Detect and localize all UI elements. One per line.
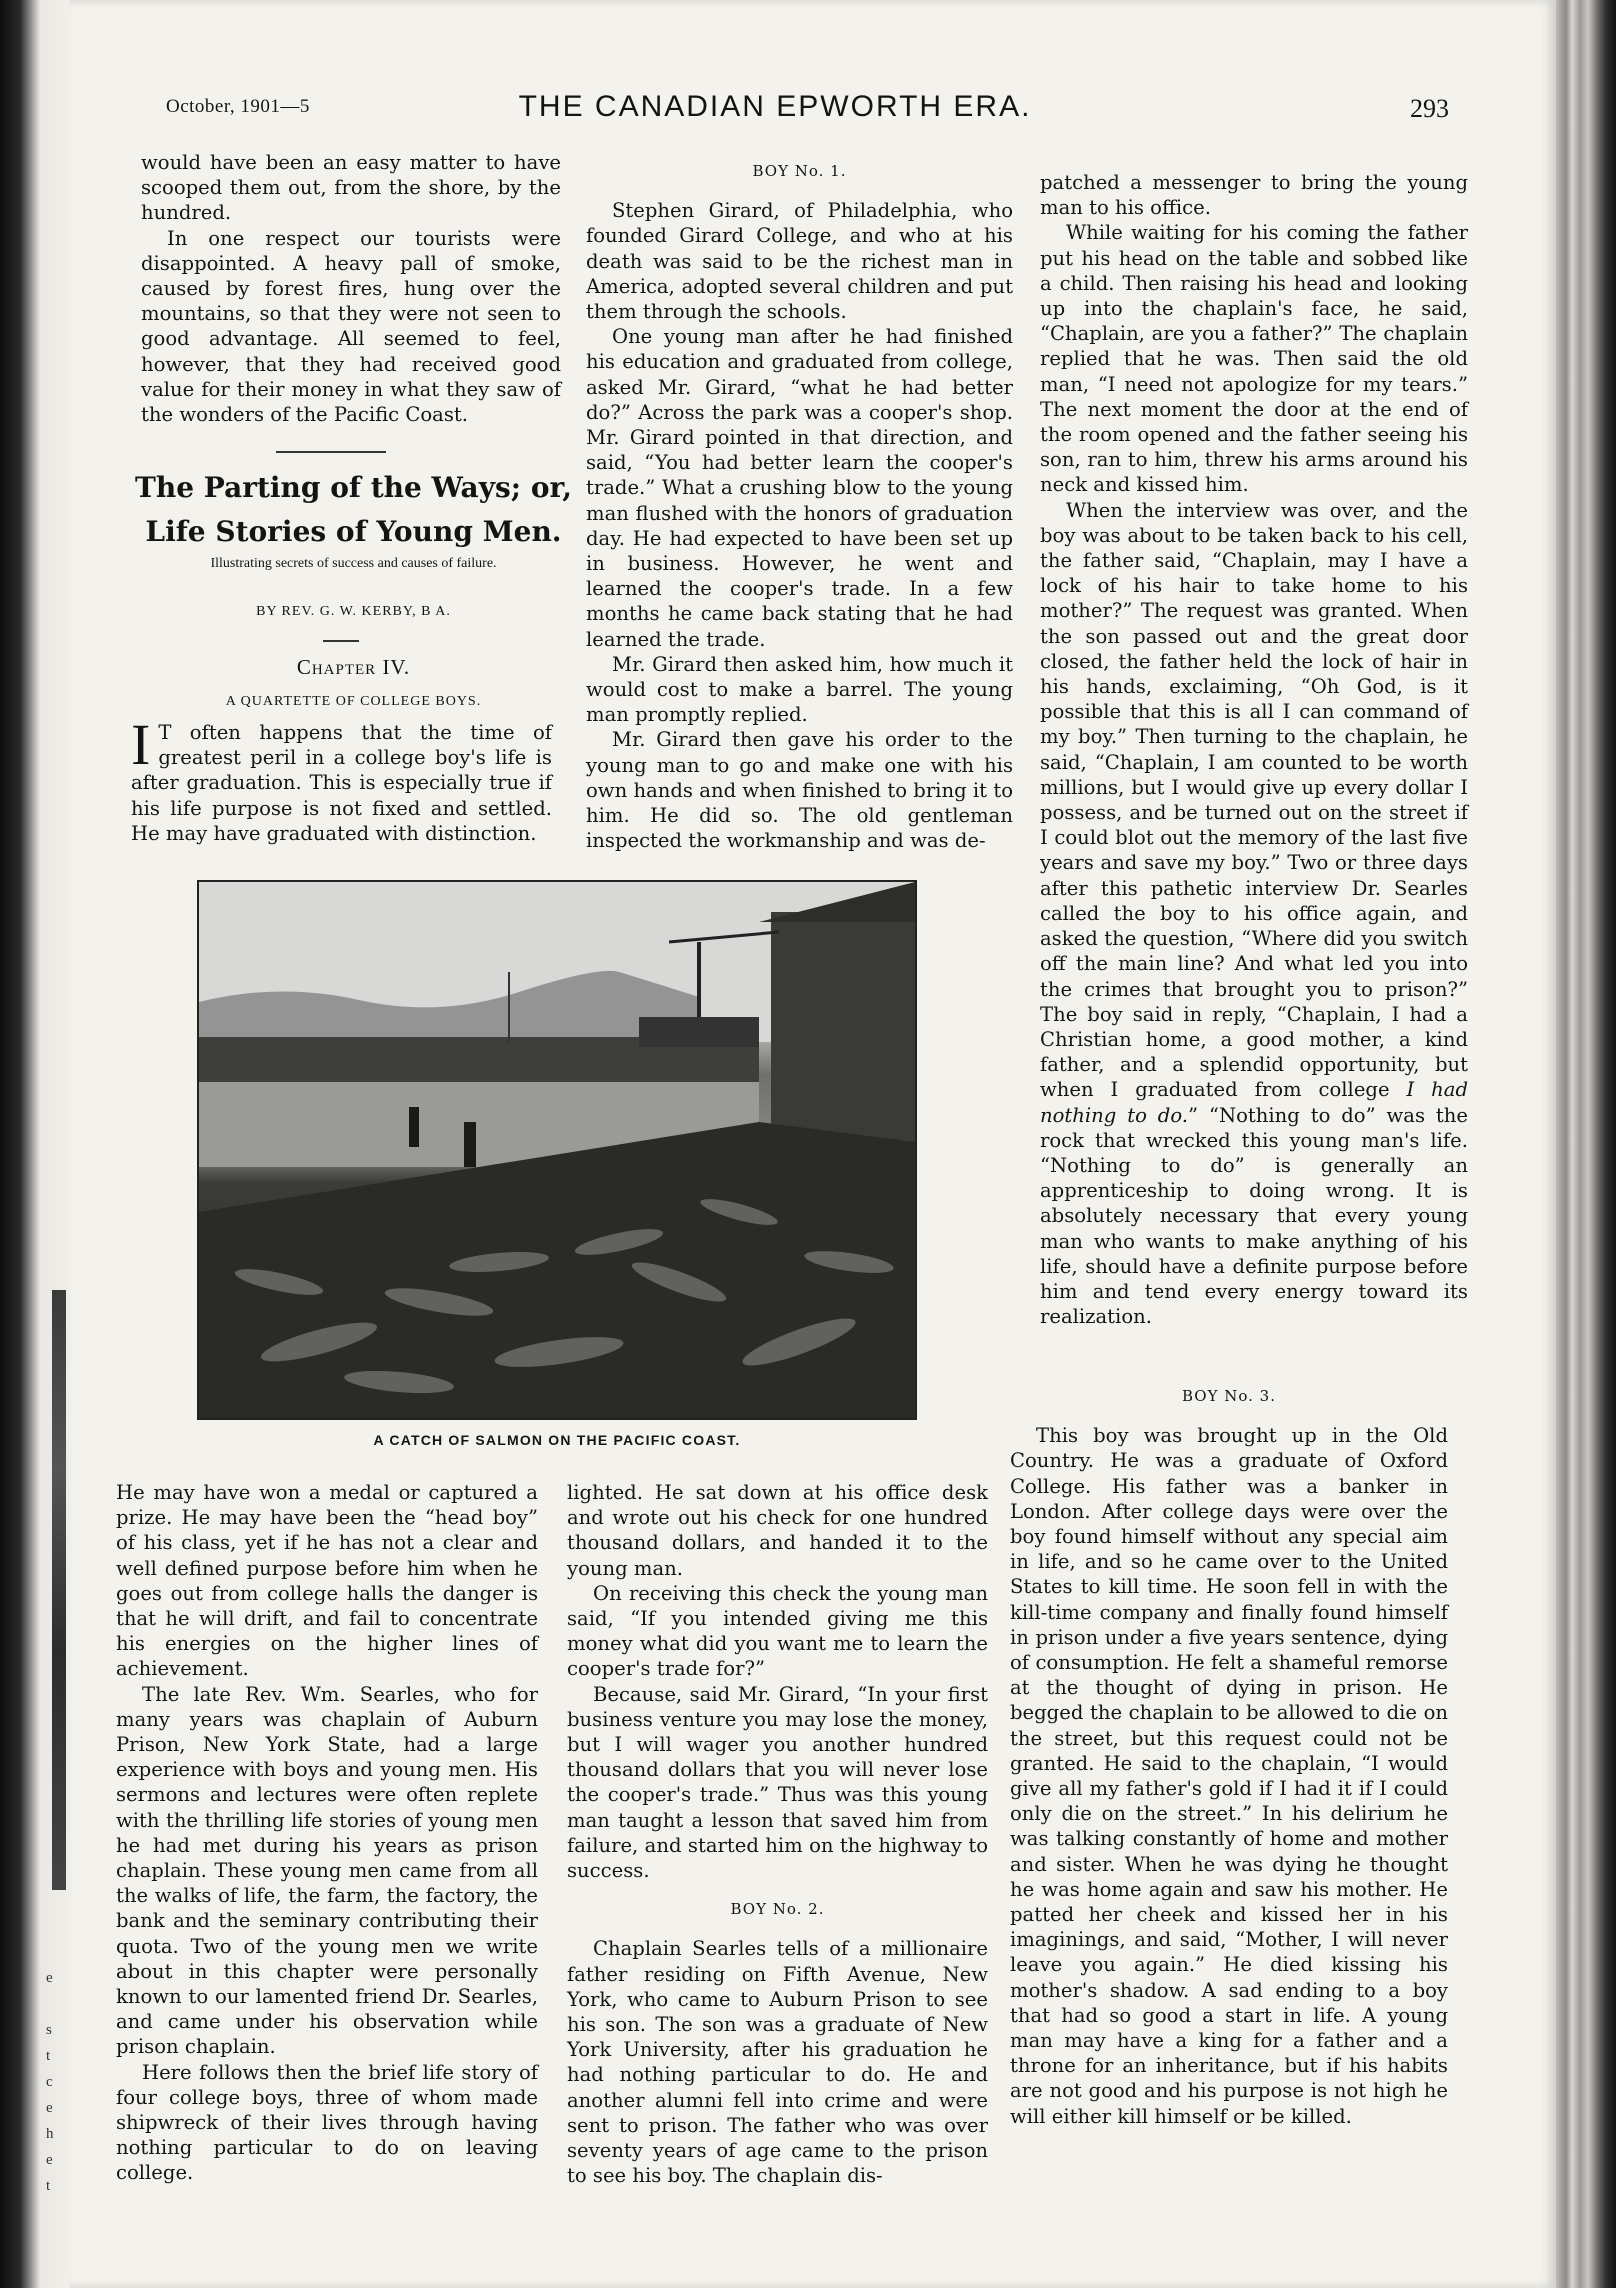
paragraph: One young man after he had finished his education and graduated from college, asked Mr. Girard, “what he had better do?” Across the park was a cooper's shop. Mr. Girard pointed in that direction, and said, “You had better learn the cooper's trade.” What a crushing blow to the young man flushed with the honors of graduation day. He had expected to have been set up in business. However, he went and learned the cooper's trade. In a few months he came back stating that he had learned the trade. — [586, 325, 1013, 651]
publication-title: THE CANADIAN EPWORTH ERA. — [518, 90, 1032, 123]
page-number: 293 — [1410, 94, 1449, 123]
italic-emphasis: I had nothing to do. — [1040, 1078, 1468, 1127]
paragraph: lighted. He sat down at his office desk and wrote out his check for one hundred thousand dollars, and handed it to the young man. — [567, 1481, 988, 1580]
article-intro — [131, 712, 552, 846]
margin-fragment: e — [46, 2100, 53, 2116]
header-date: October, 1901—5 — [166, 96, 310, 117]
margin-fragment: s — [46, 2022, 52, 2038]
section-heading: BOY No. 3. — [1181, 1387, 1276, 1405]
margin-fragment: e — [46, 2152, 53, 2168]
paragraph: The late Rev. Wm. Searles, who for many years was chaplain of Auburn Prison, New York State, had a large experience with boys and young men. His sermons and lectures were often replete with the thrilling life stories of young men he had met during his years as prison chaplain. These young men came from all the walks of life, the farm, the factory, the bank and the seminary contributing their quota. Two of the young men we write about in this chapter were personally known to our lamented friend Dr. Searles, and came under his observation while prison chaplain. — [116, 1682, 538, 2059]
section-heading: BOY No. 2. — [730, 1900, 825, 1919]
paragraph-text: ” “Nothing to do” was the rock that wrecked this young man's life. “Nothing to do” is generally an apprenticeship to doing wrong. It is absolutely necessary that every young man who wants to make anything of his life, should have a definite purpose before him and tend every energy toward its realization. — [1040, 1103, 1468, 1329]
intro-paragraph — [131, 712, 552, 846]
article-title-line: Life Stories of Young Men. — [145, 515, 562, 548]
facing-page-edge — [0, 0, 70, 2288]
margin-fragment: t — [46, 2048, 51, 2064]
column-2-top — [586, 155, 1013, 853]
paragraph: On receiving this check the young man said, “If you intended giving me this money what did you want me to learn the cooper's trade for?” — [567, 1581, 988, 1681]
article-title — [126, 466, 581, 554]
article-subtitle: Illustrating secrets of success and causes of failure. — [210, 556, 497, 571]
column-2-bottom — [567, 1480, 988, 2188]
salmon-catch-photo — [197, 880, 917, 1420]
paragraph: would have been an easy matter to have scooped them out, from the shore, by the hundred. — [141, 151, 561, 225]
photo-illustration — [199, 882, 915, 1418]
margin-fragment: h — [46, 2126, 54, 2142]
paragraph: He may have won a medal or captured a prize. He may have been the “head boy” of his class, yet if he has not a clear and well defined purpose before him when he goes out from college halls the danger is that he will drift, and fail to concentrate his energies on the higher lines of achievement. — [116, 1481, 538, 1681]
paragraph — [1040, 498, 1468, 1330]
chapter-subheading: A QUARTETTE OF COLLEGE BOYS. — [225, 694, 482, 709]
column-1-top — [141, 150, 561, 427]
paragraph-text: When the interview was over, and the boy was about to be taken back to his cell, the father said, “Chaplain, may I have a lock of his hair to take home to his mother?” The request was granted. When the son passed out and the great door closed, the father held the lock of hair in his hands, exclaiming, “Oh God, is it possible that this is all I can command of my boy.” Then turning to the chaplain, he said, “Chaplain, I am counted to be worth millions, but I would give up every dollar I possess, and be turned out on the street if I could blot out the memory of the last five years and save my boy.” Two or three days after this pathetic interview Dr. Searles called the boy to his office again, and asked the question, “Where did you switch off the main line? And what led you into the crimes that brought you to prison?” The boy said in reply, “Chaplain, I had a Christian home, a good mother, a kind father, and a splendid opportunity, but when I graduated from college — [1040, 498, 1468, 1102]
facing-page-photo-edge — [52, 1290, 66, 1890]
paragraph: patched a messenger to bring the young man to his office. — [1040, 171, 1468, 220]
paragraph: This boy was brought up in the Old Country. He was a graduate of Oxford College. His father was a banker in London. After college days were over the boy found himself without any special aim in life, and so he came over to the United States to kill time. He soon fell in with the kill-time company and finally found himself in prison under a five years sentence, dying of consumption. He felt a shameful remorse at the thought of dying in prison. He begged the chaplain to be allowed to die on the street, but this request could not be granted. He said to the chaplain, “I would give all my father's gold if I had it if I could only die on the street.” In his delirium he was talking constantly of home and mother and sister. When he was dying he thought he was home again and saw his mother. He patted her cheek and kissed her in his imaginings, and said, “Mother, I will never leave you again.” He died kissing his mother's shadow. A sad ending to a boy that had so good a start in life. A young man may have a king for a father and a throne for an inheritance, but if his habits are not good and his purpose is not high he will either kill himself or be killed. — [1010, 1424, 1448, 2128]
paragraph: Here follows then the brief life story of four college boys, three of whom made shipwreck of their lives through having nothing particular to do on leaving college. — [116, 2060, 538, 2185]
intro-text: T often happens that the time of greatest peril in a college boy's life is after graduation. This is especially true if his life purpose is not fixed and settled. He may have graduated with distinction. — [131, 721, 552, 845]
paragraph: Stephen Girard, of Philadelphia, who founded Girard College, and who at his death was said to be the richest man in America, adopted several children and put them through the schools. — [586, 199, 1013, 324]
margin-fragment: t — [46, 2178, 51, 2194]
paragraph: Mr. Girard then gave his order to the young man to go and make one with his own hands and when finished to bring it to him. He did so. The old gentleman inspected the workmanship and was de- — [586, 728, 1013, 853]
column-1-bottom — [116, 1480, 538, 2186]
section-divider — [276, 451, 386, 453]
column-3-bottom — [1010, 1380, 1448, 2129]
article-byline: BY REV. G. W. KERBY, B A. — [256, 604, 451, 619]
book-page-edges — [1556, 0, 1616, 2288]
photo-caption: A CATCH OF SALMON ON THE PACIFIC COAST. — [373, 1432, 741, 1448]
paragraph: Because, said Mr. Girard, “In your first business venture you may lose the money, but I will wager you another hundred thousand dollars that you will never lose the cooper's trade.” Thus was this young man taught a lesson that saved him from failure, and started him on the highway to success. — [567, 1682, 988, 1883]
paragraph: Mr. Girard then asked him, how much it would cost to make a barrel. The young man promptly replied. — [586, 652, 1013, 727]
margin-fragment: e — [46, 1970, 53, 1986]
column-3-top — [1040, 170, 1468, 1329]
article-title-line: The Parting of the Ways; or, — [135, 471, 572, 504]
paragraph: While waiting for his coming the father put his head on the table and sobbed like a child. Then raising his head and looking up into the chaplain's face, he said, “Chaplain, are you a father?” The chaplain replied that he was. Then said the old man, “I need not apologize for my tears.” The next moment the door at the end of the room opened and the father seeing his son, ran to him, threw his arms around his neck and kissed him. — [1040, 221, 1468, 497]
section-heading: BOY No. 1. — [752, 162, 847, 180]
chapter-heading: Chapter IV. — [296, 655, 411, 679]
drop-cap: I — [131, 712, 151, 777]
running-header — [95, 90, 1455, 140]
margin-fragment: c — [46, 2074, 53, 2090]
byline-divider — [323, 640, 359, 642]
paragraph: In one respect our tourists were disappointed. A heavy pall of smoke, caused by forest fires, hung over the mountains, so that they were not seen to good advantage. All seemed to feel, however, that they had received good value for their money in what they saw of the wonders of the Pacific Coast. — [141, 226, 561, 427]
paragraph: Chaplain Searles tells of a millionaire father residing on Fifth Avenue, New York, who came to Auburn Prison to see his son. The son was a graduate of New York University, after his graduation he had nothing particular to do. He and another alumni fell into crime and were sent to prison. The father who was over seventy years of age came to the prison to see his boy. The chaplain dis- — [567, 1937, 988, 2188]
